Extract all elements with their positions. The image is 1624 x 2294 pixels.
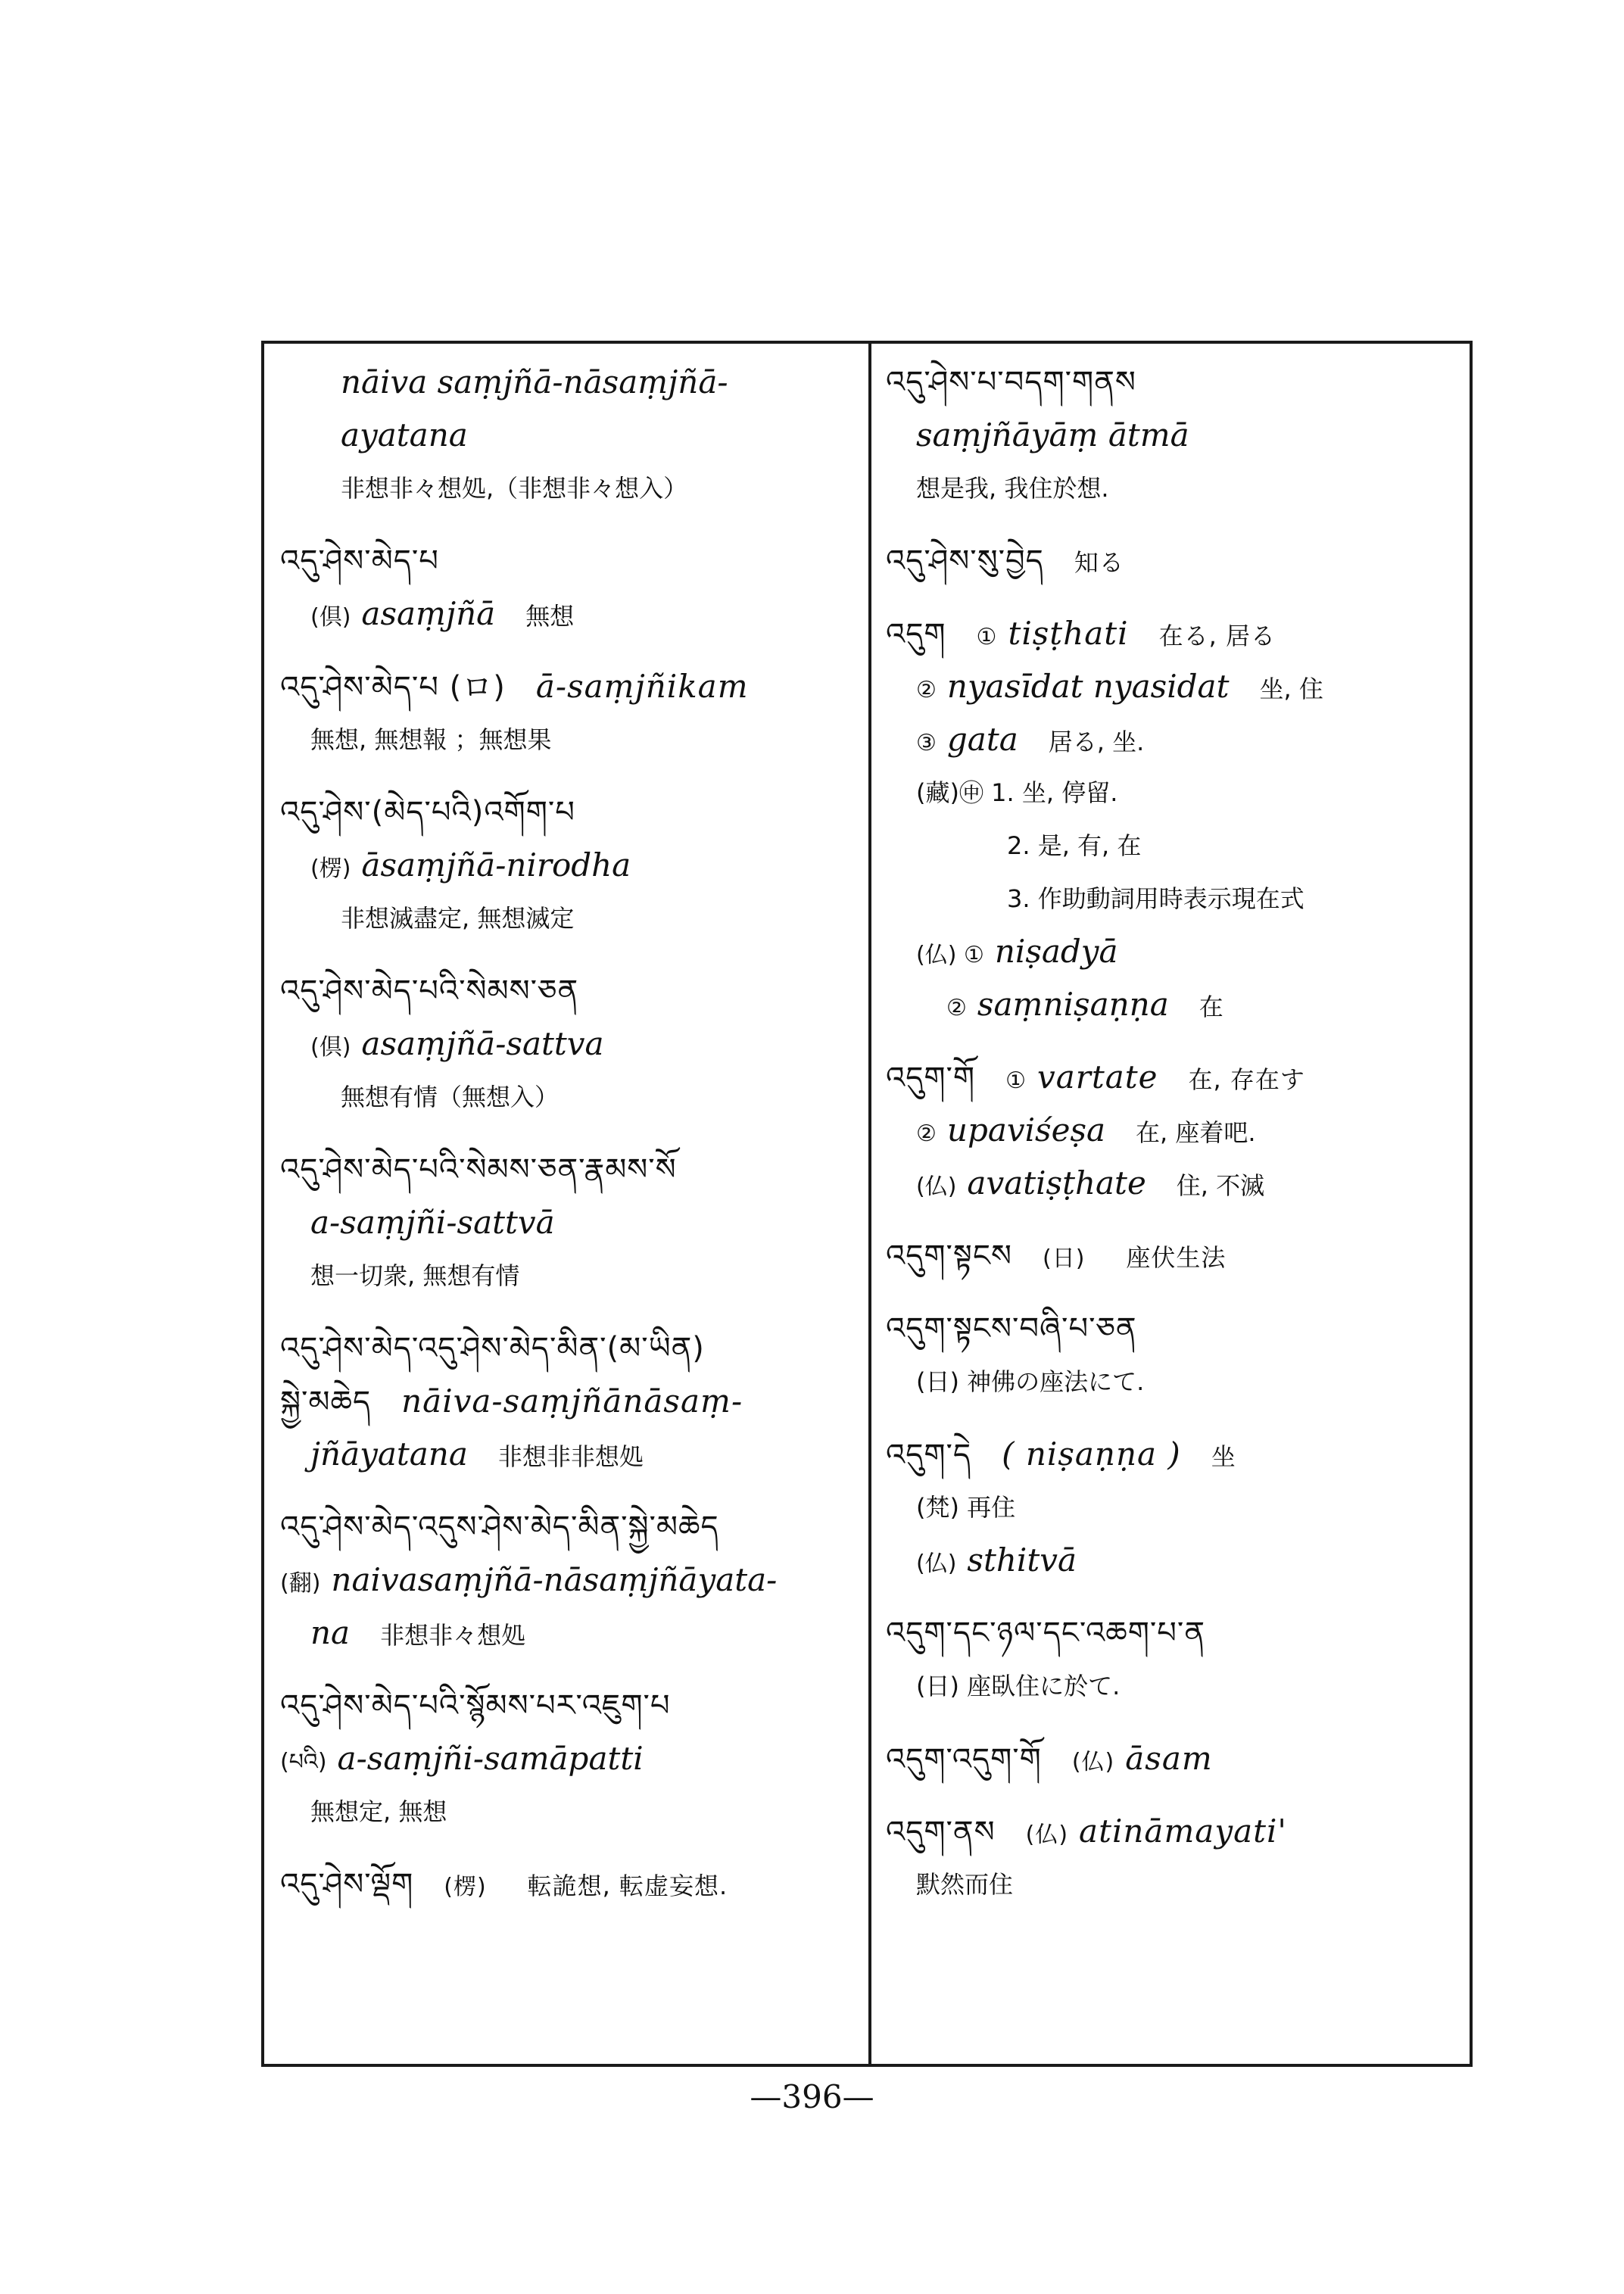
entry-text: 想一切衆, 無想有情 bbox=[310, 1261, 520, 1290]
source-tag: (倶) bbox=[310, 1034, 351, 1061]
entry-line bbox=[886, 1230, 1461, 1283]
source-tag: (倶) bbox=[310, 604, 351, 631]
entry-line bbox=[886, 409, 1461, 462]
entry-line bbox=[280, 839, 856, 892]
entry-line bbox=[886, 1858, 1461, 1911]
entry-line bbox=[280, 1858, 856, 1911]
translation-text: 座伏生法 bbox=[1126, 1243, 1227, 1272]
entry-line bbox=[886, 872, 1461, 925]
dictionary-entry bbox=[280, 1679, 856, 1838]
translation-text: 住, 不滅 bbox=[1176, 1171, 1265, 1200]
entry-line bbox=[886, 1157, 1461, 1210]
sanskrit-term: ā-saṃjñikam bbox=[535, 668, 749, 705]
dictionary-entry bbox=[280, 786, 856, 945]
left-column bbox=[280, 356, 856, 1931]
translation-text: 在, 存在す bbox=[1188, 1065, 1305, 1094]
entry-line bbox=[280, 1375, 856, 1428]
entry-line bbox=[280, 1322, 856, 1375]
translation-text: 在 bbox=[1199, 993, 1223, 1021]
sanskrit-term: saṃniṣaṇṇa bbox=[977, 986, 1169, 1023]
entry-text: འདུག་སྟངས bbox=[886, 1239, 1012, 1273]
translation-text: 在, 座着吧. bbox=[1136, 1118, 1256, 1147]
entry-line bbox=[886, 1051, 1461, 1104]
entry-line bbox=[886, 713, 1461, 766]
source-tag: (日) bbox=[1043, 1245, 1086, 1272]
dictionary-entry bbox=[886, 356, 1461, 515]
entry-line bbox=[886, 1428, 1461, 1481]
entry-line bbox=[886, 607, 1461, 660]
entry-text: saṃjñāyāṃ ātmā bbox=[916, 416, 1189, 454]
entry-text: (日) 座臥住に於て. bbox=[916, 1672, 1121, 1700]
sanskrit-term: jñāyatana bbox=[310, 1435, 468, 1473]
dictionary-entry bbox=[886, 1732, 1461, 1785]
entry-text: 3. 作助動詞用時表示現在式 bbox=[1007, 884, 1304, 913]
entry-line bbox=[280, 1249, 856, 1302]
entry-text: 非想非々想処,（非想非々想入） bbox=[341, 474, 688, 503]
entry-text: 非想滅盡定, 無想滅定 bbox=[341, 904, 575, 933]
entry-line bbox=[280, 1732, 856, 1785]
entry-text: འདུ་ཤེས་མེད་འདུ་ཤེས་མེད་མིན་(མ་ཡིན) bbox=[280, 1331, 705, 1366]
source-tag: (仏) ① bbox=[916, 942, 984, 968]
entry-text: (藏)㊥ 1. 坐, 停留. bbox=[916, 778, 1118, 807]
entry-text: འདུག་དང་ཉལ་དང་འཆག་པ་ན bbox=[886, 1616, 1205, 1650]
dictionary-entry bbox=[280, 965, 856, 1124]
entry-line bbox=[280, 660, 856, 713]
entry-text: 無想有情（無想入） bbox=[341, 1083, 560, 1111]
entry-text: འདུ་ཤེས་སུ་བྱེད bbox=[886, 544, 1044, 578]
entry-text: 2. 是, 有, 在 bbox=[1007, 831, 1142, 860]
entry-line bbox=[886, 535, 1461, 588]
dictionary-entry bbox=[280, 660, 856, 766]
entry-line bbox=[886, 1104, 1461, 1157]
entry-line bbox=[886, 1732, 1461, 1785]
sanskrit-term: avatiṣṭhate bbox=[967, 1164, 1146, 1202]
sanskrit-term: asaṃjñā-sattva bbox=[361, 1025, 604, 1062]
entry-line bbox=[886, 978, 1461, 1031]
entry-text: འདུག་གོ bbox=[886, 1061, 976, 1096]
sanskrit-term: āsaṃjñā-nirodha bbox=[361, 846, 631, 884]
column-divider bbox=[868, 341, 871, 2067]
entry-text: འདུ་ཤེས་མེད་འདུས་ཤེས་མེད་མིན་སྐྱེ་མཆེད bbox=[280, 1510, 719, 1544]
dictionary-entry bbox=[886, 535, 1461, 588]
dictionary-entry bbox=[886, 607, 1461, 1031]
dictionary-entry bbox=[280, 1501, 856, 1660]
entry-line bbox=[280, 588, 856, 641]
dictionary-entry bbox=[280, 356, 856, 515]
sanskrit-term: upaviśeṣa bbox=[946, 1111, 1106, 1149]
source-tag: (仏) bbox=[1025, 1822, 1069, 1848]
sanskrit-term: naivasaṃjñā-nāsaṃjñāyata- bbox=[331, 1561, 778, 1598]
sanskrit-term: asaṃjñā bbox=[361, 595, 496, 632]
entry-text: འདུ་ཤེས་(མེད་པའི)འགོག་པ bbox=[280, 795, 575, 830]
entry-line bbox=[886, 1805, 1461, 1858]
entry-text: འདུ་ཤེས་ལྡོག bbox=[280, 1867, 414, 1902]
sanskrit-term: a-saṃjñi-samāpatti bbox=[337, 1740, 644, 1777]
source-tag: (仏) bbox=[916, 1551, 957, 1577]
dictionary-entry bbox=[886, 1230, 1461, 1283]
entry-line bbox=[280, 1143, 856, 1196]
source-tag: (楞) bbox=[444, 1874, 487, 1900]
entry-line bbox=[280, 965, 856, 1018]
entry-line bbox=[280, 1607, 856, 1660]
entry-line bbox=[280, 713, 856, 766]
source-tag: ② bbox=[946, 995, 967, 1021]
translation-text: 坐 bbox=[1211, 1442, 1236, 1471]
entry-line bbox=[280, 1071, 856, 1124]
entry-line bbox=[280, 535, 856, 588]
entry-line bbox=[280, 462, 856, 515]
source-tag: (楞) bbox=[310, 856, 351, 882]
dictionary-entry bbox=[886, 1302, 1461, 1408]
dictionary-entry bbox=[280, 1322, 856, 1481]
entry-line bbox=[280, 1554, 856, 1607]
sanskrit-term: tiṣṭhati bbox=[1008, 615, 1129, 652]
entry-line bbox=[280, 1679, 856, 1732]
dictionary-entry bbox=[886, 1051, 1461, 1210]
entry-text: འདུ་ཤེས་མེད་པའི་སྙོམས་པར་འཇུག་པ bbox=[280, 1688, 671, 1723]
entry-line bbox=[280, 1501, 856, 1554]
sanskrit-term: na bbox=[310, 1614, 351, 1651]
entry-text: འདུག་འདུག་གོ bbox=[886, 1742, 1042, 1777]
entry-text: a-saṃjñi-sattvā bbox=[310, 1204, 555, 1241]
sanskrit-term: ( niṣaṇṇa ) bbox=[1002, 1435, 1181, 1473]
entry-line bbox=[280, 1785, 856, 1838]
sanskrit-term: nāiva-saṃjñānāsaṃ- bbox=[401, 1382, 743, 1420]
dictionary-entry bbox=[886, 1428, 1461, 1587]
entry-text: སྐྱེ་མཆེད bbox=[280, 1385, 372, 1420]
entry-line bbox=[886, 356, 1461, 409]
page-number: —396— bbox=[750, 2078, 874, 2115]
dictionary-entry bbox=[886, 1607, 1461, 1713]
entry-line bbox=[886, 766, 1461, 819]
entry-text: འདུ་ཤེས་མེད་པ (ロ) bbox=[280, 670, 506, 705]
translation-text: 坐, 住 bbox=[1259, 675, 1323, 703]
translation-text: 居る, 坐. bbox=[1048, 728, 1145, 756]
source-tag: ② bbox=[916, 1121, 937, 1147]
entry-text: 想是我, 我住於想. bbox=[916, 474, 1109, 503]
sanskrit-term: āsam bbox=[1125, 1740, 1213, 1777]
entry-text: འདུ་ཤེས་མེད་པ bbox=[280, 544, 439, 578]
sanskrit-term: sthitvā bbox=[967, 1541, 1077, 1579]
translation-text: 非想非非想処 bbox=[497, 1442, 644, 1471]
translation-text: 非想非々想処 bbox=[380, 1621, 526, 1650]
entry-line bbox=[280, 356, 856, 409]
entry-line bbox=[886, 1534, 1461, 1587]
entry-line bbox=[280, 892, 856, 945]
translation-text: 転詭想, 転虚妄想. bbox=[527, 1872, 728, 1900]
entry-line bbox=[886, 1660, 1461, 1713]
source-tag: ③ bbox=[916, 730, 937, 756]
entry-text: འདུག་དེ bbox=[886, 1438, 972, 1473]
entry-text: འདུག་ནས bbox=[886, 1815, 996, 1850]
entry-text: 默然而住 bbox=[916, 1870, 1014, 1899]
entry-text: (日) 神佛の座法にて. bbox=[916, 1367, 1145, 1396]
translation-text: 在る, 居る bbox=[1158, 622, 1276, 650]
entry-text: (梵) 再住 bbox=[916, 1493, 1016, 1522]
source-tag: ① bbox=[1005, 1068, 1027, 1094]
entry-line bbox=[280, 409, 856, 462]
entry-line bbox=[280, 1018, 856, 1071]
sanskrit-term: niṣadyā bbox=[994, 933, 1118, 970]
entry-line bbox=[280, 786, 856, 839]
translation-text: 知る bbox=[1074, 548, 1124, 577]
source-tag: ② bbox=[916, 677, 937, 703]
entry-line bbox=[886, 462, 1461, 515]
source-tag: ① bbox=[976, 624, 998, 650]
translation-text: 無想 bbox=[525, 602, 575, 631]
entry-text: ayatana bbox=[341, 416, 468, 454]
source-tag: (仏) bbox=[1071, 1749, 1115, 1775]
entry-line bbox=[886, 819, 1461, 872]
entry-line bbox=[886, 1302, 1461, 1355]
dictionary-entry bbox=[280, 1143, 856, 1302]
entry-text: འདུག bbox=[886, 617, 946, 652]
entry-line bbox=[886, 660, 1461, 713]
source-tag: (翻) bbox=[280, 1570, 321, 1597]
entry-text: འདུ་ཤེས་མེད་པའི་སེམས་ཅན་རྣམས་སོ bbox=[280, 1152, 677, 1187]
entry-text: འདུག་སྟངས་བཞི་པ་ཅན bbox=[886, 1311, 1137, 1346]
source-tag: (པའི) bbox=[280, 1749, 327, 1775]
sanskrit-term: vartate bbox=[1037, 1058, 1158, 1096]
entry-line bbox=[886, 1607, 1461, 1660]
sanskrit-term: gata bbox=[946, 721, 1018, 758]
entry-text: འདུ་ཤེས་མེད་པའི་སེམས་ཅན bbox=[280, 974, 579, 1008]
entry-text: 無想定, 無想 bbox=[310, 1797, 447, 1826]
dictionary-entry bbox=[886, 1805, 1461, 1911]
dictionary-entry bbox=[280, 535, 856, 641]
sanskrit-term: nyasīdat nyasidat bbox=[946, 668, 1230, 705]
entry-line bbox=[886, 925, 1461, 978]
entry-text: 無想, 無想報 ；無想果 bbox=[310, 725, 552, 754]
right-column bbox=[886, 356, 1461, 1931]
entry-line bbox=[886, 1355, 1461, 1408]
entry-line bbox=[886, 1481, 1461, 1534]
entry-text: nāiva saṃjñā-nāsaṃjñā- bbox=[341, 363, 728, 401]
entry-text: འདུ་ཤེས་པ་བདག་གནས bbox=[886, 365, 1136, 400]
entry-line bbox=[280, 1196, 856, 1249]
source-tag: (仏) bbox=[916, 1173, 957, 1200]
entry-line bbox=[280, 1428, 856, 1481]
sanskrit-term: atināmayati' bbox=[1079, 1812, 1287, 1850]
dictionary-entry bbox=[280, 1858, 856, 1911]
